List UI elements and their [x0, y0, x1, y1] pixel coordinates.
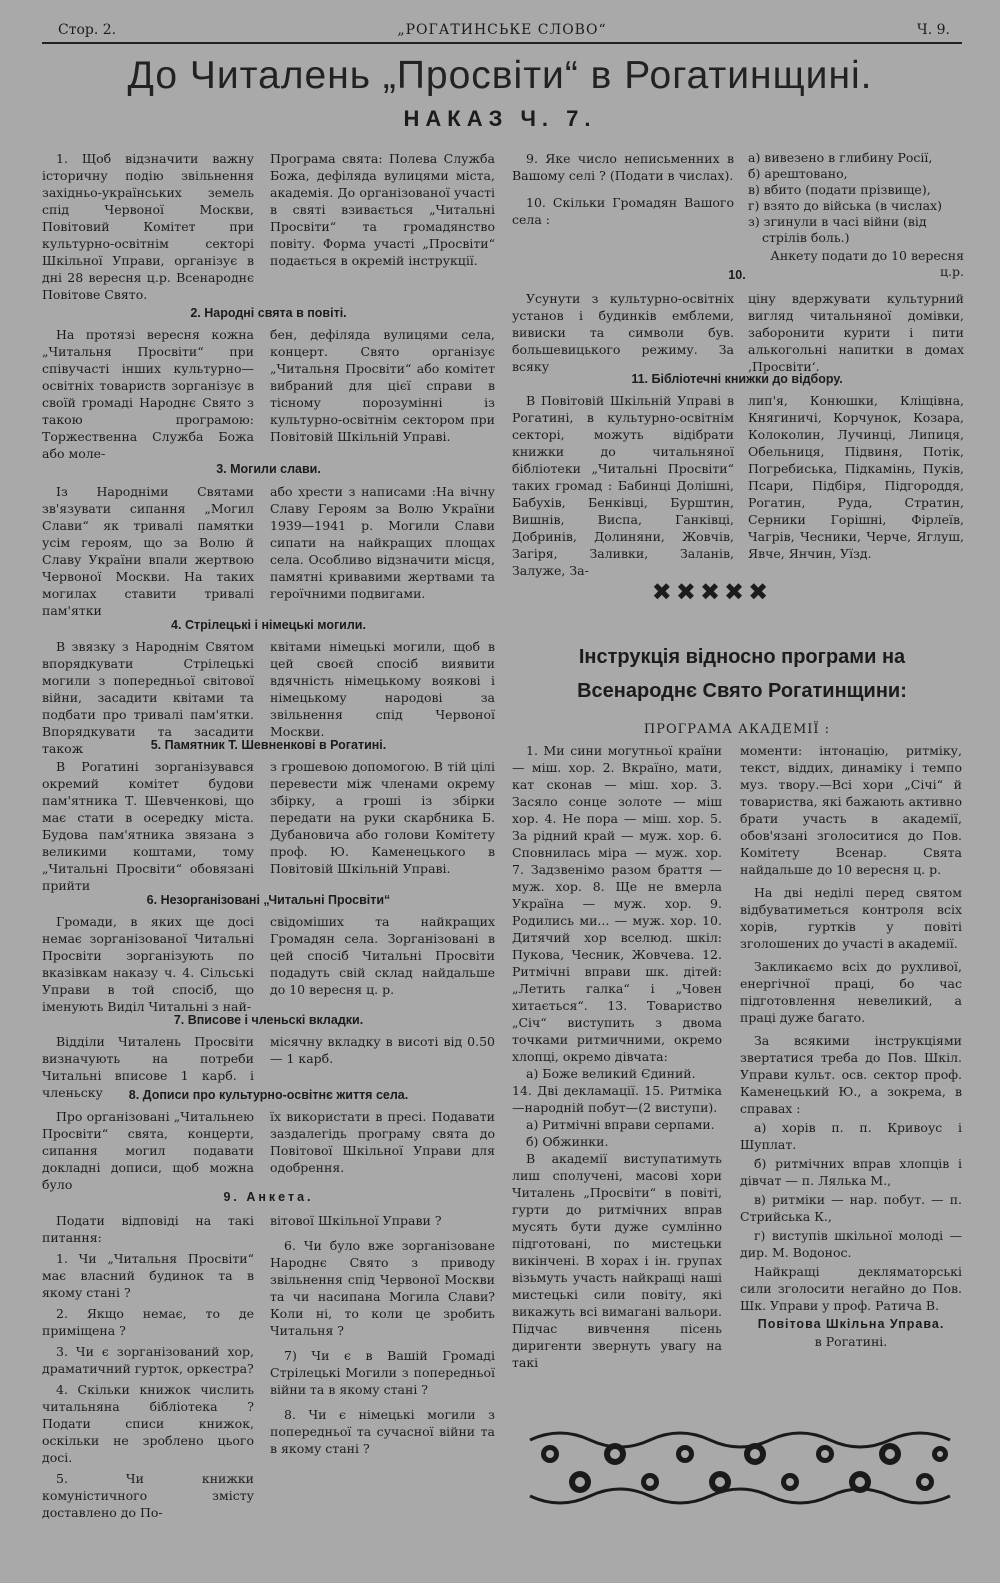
s11-heading: 11. Бібліотечні книжки до відбору.: [631, 372, 843, 386]
s6-heading: 6. Незорганізовані „Читальні Просвіти“: [146, 893, 391, 907]
contact-item: а) хорів п. п. Кривоус і Шуплат.: [740, 1120, 962, 1152]
section-divider-stars: ✖✖✖✖✖: [651, 578, 773, 606]
s1-left: 1. Щоб відзначити важну історичну подію звільнення західньо-українських земель спід Червоної Москви, Повітовий Комітет при культурно-освітнім секторі Шкільної Управи, організує в дні 28 вересня ц.р. Всенароднє Повітове Свято.: [42, 151, 254, 302]
survey-q10-options: [748, 150, 964, 280]
order-number: НАКАЗ Ч. 7.: [403, 106, 597, 131]
s6-left: Громади, в яких ще досі немає зорганізованої Читальні Просвіти зорганізують по вказівкам наказу ч. 4. Сільські Управи в той спосіб, що іменують Виділ Читальні з най-: [42, 914, 254, 1014]
instruction-paragraph: Найкращі декляматорські сили зголосити негайно до Пов. Шк. Управи у проф. Ратича В.: [740, 1264, 962, 1313]
instruction-heading-2: Всенароднє Свято Рогатинщини:: [577, 680, 907, 702]
s5-heading: 5. Памятник Т. Шевненкові в Рогатині.: [150, 738, 387, 752]
survey-deadline: Анкету подати до 10 вересня ц.р.: [770, 248, 964, 279]
survey-q4: 4. Скільки книжок числить читальняна бібліотека ? Подати списи книжок, оскільки не зроблено цього досі.: [42, 1382, 254, 1465]
contact-item: в) ритміки — нар. побут. — п. Стрийська К.,: [740, 1192, 962, 1224]
signature-authority: Повітова Шкільна Управа.: [757, 1317, 945, 1331]
s10-heading: 10.: [728, 268, 746, 282]
survey-q5-cont: вітової Шкільної Управи ?: [270, 1213, 442, 1228]
s5-left: В Рогатині зорганізувався окремий комітет будови пам'ятника Т. Шевченкові, що має стати в осередку міста. Будова пам'ятника звязана з великими коштами, тому „Читальні Просвіти“ обовязані прийти: [42, 759, 254, 893]
academy-item: б) Обжинки.: [526, 1134, 609, 1149]
survey-option: б) арештовано,: [748, 166, 848, 181]
s2-heading: 2. Народні свята в повіті.: [190, 306, 347, 320]
newspaper-name: „РОГАТИНСЬКЕ СЛОВО“: [397, 22, 607, 38]
survey-q3: 3. Чи є зорганізований хор, драматичний гурток, оркестра?: [42, 1344, 254, 1376]
s11-right: лип'я, Конюшки, Кліщівна, Княгиничі, Корчунок, Козара, Колоколин, Лучинці, Липиця, Обельниця, Підвиня, Потік, Погребиська, Підкамінь, Пуків, Псари, Підбіря, Підгороддя, Рогатин, Руда, Стратин, Серники Горішні, Фірлеїв, Чагрів, Чесники, Черче, Яглуш, Явче, Янчин, Уїзд.: [748, 393, 964, 561]
survey-middle-column: [270, 1212, 495, 1457]
instruction-right-column: [740, 742, 962, 1350]
s1-right: Програма свята: Полева Служба Божа, дефіляда вулицями міста, академія. До організованої участі в святі взивається „Читальні Просвіти“ та громадянство повіту. Форма участі „Просвіти“ подається в окремій інструкції.: [270, 151, 495, 268]
survey-q2: 2. Якщо немає, то де приміщена ?: [42, 1306, 254, 1338]
survey-q10: 10. Скільки Громадян Вашого села :: [512, 195, 734, 227]
survey-left-column: [42, 1212, 254, 1521]
s4-left: В звязку з Народнім Святом впорядкувати Стрілецькі могили з попередньої світової війни, засадити квітами та подбати про тривалі пам'ятки. Впорядкувати та засадити також: [42, 639, 254, 756]
academy-item: а) Боже великий Єдиний.: [526, 1066, 696, 1081]
survey-q8: 8. Чи є німецькі могили з попередньої та сучасної війни та в якому стані ?: [270, 1407, 495, 1456]
s10-right: ціну вдержувати культурний вигляд читальняної домівки, заборонити курити і пити алькогольні напитки в домах ‚Просвіти‘.: [748, 291, 964, 374]
survey-q7: 7) Чи є в Вашій Громаді Стрілецькі Могили з попередньої війни та в якому стані ?: [270, 1348, 495, 1397]
instruction-paragraph: Закликаємо всіх до рухливої, енергічної праці, бо час підготовлення невеликий, а праці дуже багато.: [740, 959, 962, 1025]
issue-number: Ч. 9.: [916, 22, 950, 38]
s8-left: Про організовані „Читальнею Просвіти“ свята, концерти, сипання могил подавати докладні дописи, щоб можна було: [42, 1109, 254, 1192]
page-number: Стор. 2.: [58, 22, 117, 38]
page-title: До Читалень „Просвіти“ в Рогатинщині.: [127, 54, 873, 97]
contact-item: б) ритмічних вправ хлопців і дівчат — п. Лялька М.,: [740, 1156, 962, 1188]
survey-intro: Подати відповіді на такі питання:: [42, 1213, 254, 1245]
s2-left: На протязі вересня кожна „Читальня Просвіти“ при співучасті інших культурно—освітніх товариств зорганізує в своїй громаді Народнє Свято з такою програмою: Торжественна Служба Божа або моле-: [42, 327, 254, 461]
survey-option: з) згинули в часі війни (від стрілів боль.): [748, 214, 927, 245]
survey-option: а) вивезено в глибину Росії,: [748, 150, 933, 165]
academy-notes: В академії виступатимуть лиш сполучені, масові хори Читалень „Просвіти“ в повіті, гурти до ритмічних вправ мусять бути дуже сумлінно підготовані, по мистецьки викінчені. В хорах і ін. групах візьмуть участь найкращі наші мистецькі сили повіту, які викажуть всі вимагані вальори. Підчас вивчення пісень диригенти звернуть увагу на такі: [512, 1151, 722, 1370]
s10-left: Усунути з культурно-освітніх установ і будинків емблеми, вивиски та символи був. большевицького режиму. За всяку: [512, 291, 734, 374]
instruction-heading-1: Інструкція відносно програми на: [578, 646, 906, 668]
s3-heading: 3. Могили слави.: [216, 462, 321, 476]
survey-right-column: [512, 150, 734, 228]
decorative-ornament: [520, 1418, 960, 1518]
contact-item: г) виступів шкільної молоді — дир. М. Водонос.: [740, 1228, 962, 1260]
instruction-paragraph: моменти: інтонацію, ритміку, текст, віддих, динаміку і темпо муз. твору.—Всі хори „Січі“ й товариства, які бажають активно брати участь в академії, обов'язані зголоситися до Пов. Комітету Всенар. Свята найдальше до 10 вересня ц. р.: [740, 743, 962, 877]
academy-item: а) Ритмічні вправи серпами.: [526, 1117, 715, 1132]
survey-q6: 6. Чи було вже зорганізоване Народнє Свято з приводу звільнення спід Червоної Москви та чи насипана Могила Слави? Коли ні, то коли це зробить Читальня ?: [270, 1238, 495, 1338]
s3-left: Із Народніми Святами зв'язувати сипання „Могил Слави“ як тривалі памятки усім героям, що за Волю й Славу України впали жертвою Червоної Москви. На таких могилах ставити тривалі пам'ятки: [42, 484, 254, 618]
s11-left: В Повітовій Шкільній Управі в Рогатині, в культурно-освітнім секторі, можуть відібрати книжки до читальняної бібліотеки „Читальні Просвіти“ таких громад : Бабинці Долішні, Бабухів, Бенківці, Бурштин, Вишнів, Виспа, Ганківці, Добринів, Долиняни, Жовчів, Загіря, Заливки, Заланів, Залуже, За-: [512, 393, 734, 578]
s8-heading: 8. Дописи про культурно-освітнє життя села.: [128, 1088, 409, 1102]
survey-q9: 9. Яке число неписьменних в Вашому селі ? (Подати в числах).: [512, 151, 734, 183]
s4-heading: 4. Стрілецькі і німецькі могили.: [171, 618, 366, 632]
survey-q1: 1. Чи „Читальня Просвіти“ має власний будинок та в якому стані ?: [42, 1251, 254, 1300]
s7-left: Відділи Читалень Просвіти визначують на потреби Читальні вписове 1 карб. і членьску: [42, 1034, 254, 1100]
survey-option: г) взято до війська (в числах): [748, 198, 942, 213]
s7-right: місячну вкладку в висоті від 0.50— 1 карб.: [270, 1034, 495, 1066]
academy-program-title: ПРОГРАМА АКАДЕМІЇ :: [643, 722, 831, 737]
s8-right: їх використати в пресі. Подавати заздалегідь програму свята до Повітової Шкільної Управи для одобрення.: [270, 1109, 495, 1175]
s6-right: свідоміших та найкращих Громадян села. Зорганізовані в цей спосіб Читальні Просвіти подадуть свій склад найдальше до 10 вересня ц. р.: [270, 914, 495, 997]
instruction-left-column: [512, 742, 722, 1371]
signature-place: в Рогатині.: [814, 1334, 888, 1349]
s7-heading: 7. Вписове і членьскі вкладки.: [173, 1013, 364, 1027]
s3-right: або хрести з написами :На вічну Славу Героям за Волю України 1939—1941 р. Могили Слави сипати на найкращих площах села. Особливо відзначити місця, памятні кривавими жертвами та героїчними подвигами.: [270, 484, 495, 601]
header-rule: [42, 42, 962, 44]
survey-option: в) вбито (подати прізвище),: [748, 182, 931, 197]
s9-heading: 9. Анкета.: [223, 1190, 314, 1204]
academy-program-list: 1. Ми сини могутньої країни — міш. хор. 2. Вкраїно, мати, кат сконав — міш. хор. 3. Засяло сонце золоте — міш хор. 4. Не пора — міш. хор. 5. За рідний край — муж. хор. 6. Сповнилась міра — муж. хор. 7. Задзвенімо разом браття — муж. хор. 8. Ще не вмерла Україна — муж. хор. 9. Родились ми... — муж. хор. 10. Дитячий хор вселюд. шкіл: Пукова, Чесник, Жовчева. 12. Ритмічні вправи шк. дітей: „Летить галка“ і „Човен хитається“. 13. Товариство „Січ“ виступить з двома точками ритмичними, окремо хлопці, окремо дівчата:: [512, 743, 722, 1064]
survey-q5: 5. Чи книжки комуністичного змісту доставлено до По-: [42, 1471, 254, 1520]
academy-item: 14. Дві декламації. 15. Ритміка —народній побут—(2 виступи).: [512, 1083, 722, 1115]
s4-right: квітами німецькі могили, щоб в цей своєй спосіб виявити вдячність німецькому воякові і німецькому народові за звільнення спід Червоної Москви.: [270, 639, 495, 739]
s2-right: бен, дефіляда вулицями села, концерт. Свято організує „Читальня Просвіти“ або комітет вибраний для цієї справи в тісному порозумінні із культурно-освітнім сектором при Повітовій Шкільній Управі.: [270, 327, 495, 444]
s5-right: з грошевою допомогою. В тій цілі перевести між членами окрему збірку, а гроші із збірки передати на руки скарбника Б. Дубановича або голови Комітету проф. Ю. Каменецького в Повітовій Шкільній Управі.: [270, 759, 495, 876]
instruction-paragraph: За всякими інструкціями звертатися треба до Пов. Шкіл. Управи культ. осв. сектор проф. Каменецький Ю., а зокрема, в справах :: [740, 1033, 962, 1116]
instruction-paragraph: На дві неділі перед святом відбуватиметься контроля всіх хорів, гуртків у повіті зголошених до участі в академії.: [740, 885, 962, 951]
